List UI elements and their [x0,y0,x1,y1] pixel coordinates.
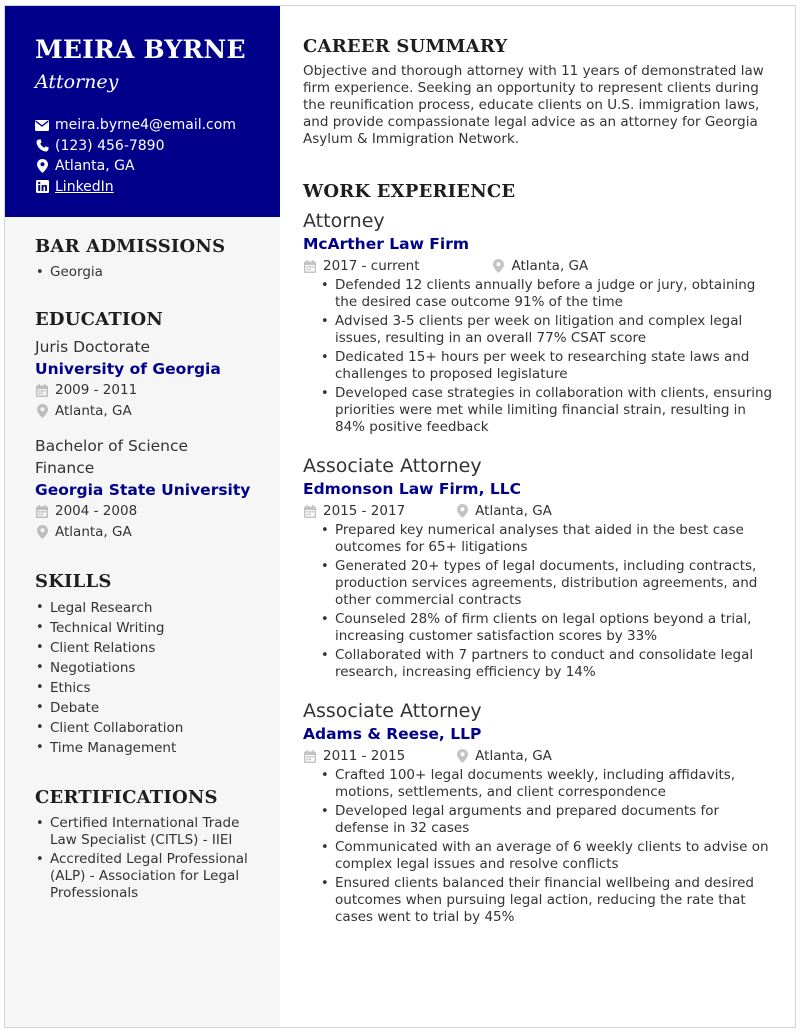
contact-linkedin[interactable] [35,177,280,198]
list-item: • Generated 20+ types of legal documents, including contracts, production services agreements, distribution agreements, and other commercial contracts [320,558,773,609]
phone-text: (123) 456-7890 [55,137,165,154]
company-name: Adams & Reese, LLP [303,725,482,743]
dates-text: 2015 - 2017 [323,503,406,519]
certifications-list [35,815,260,902]
list-item: • Advised 3-5 clients per week on litigation and complex legal issues, resulting in an overall 77% CSAT score [320,313,773,347]
list-item: • Technical Writing [35,618,280,638]
list-item: • Client Relations [35,638,280,658]
contact-location [35,156,280,177]
education-heading: EDUCATION [35,309,164,330]
dates-text: 2017 - current [323,258,420,274]
edu-dates [35,501,280,522]
dates-text: 2011 - 2015 [323,748,406,764]
contact-phone[interactable] [35,136,280,157]
list-item: • Ethics [35,678,280,698]
job-entry-1 [303,209,773,436]
list-item: • Time Management [35,738,280,758]
skills-list [35,598,280,758]
list-item: • Dedicated 15+ hours per week to researching state laws and challenges to proposed legislature [320,349,773,383]
job-bullets [320,277,773,436]
calendar-icon [35,504,49,518]
degree-text: Bachelor of Science [35,437,189,455]
career-summary-section [303,35,773,148]
map-pin-icon [492,259,506,273]
list-item: • Debate [35,698,280,718]
envelope-icon [35,118,49,132]
contact-list [35,115,280,197]
email-text: meira.byrne4@email.com [55,117,236,134]
map-pin-icon [35,159,49,173]
education-entry-2 [35,435,280,542]
job-bullets [320,767,773,926]
main-content [303,6,773,926]
company-name: McArther Law Firm [303,235,469,253]
resume-page [4,5,796,1028]
location-text: Atlanta, GA [55,158,135,175]
bar-admissions-list [35,264,280,281]
bar-admissions-heading: BAR ADMISSIONS [35,236,226,257]
contact-email[interactable] [35,115,280,136]
list-item: • Developed case strategies in collaboration with clients, ensuring priorities were met while limiting financial strain, resulting in 84% positive feedback [320,385,773,436]
school-name: Georgia State University [35,481,251,499]
list-item: • Accredited Legal Professional (ALP) - Association for Legal Professionals [35,851,260,902]
career-summary-text: Objective and thorough attorney with 11 years of demonstrated law firm experience. Seeking an opportunity to represent clients during the reunification process, educate clients on U.S. immigration laws, and provide compassionate legal advice as an attorney for Georgia Asylum & Immigration Network. [303,63,764,147]
edu-location [35,401,280,422]
job-meta [303,500,773,522]
edu-location [35,522,280,543]
job-title: Associate Attorney [303,455,482,477]
location-text: Atlanta, GA [55,402,132,419]
linkedin-link[interactable]: LinkedIn [55,178,114,195]
job-bullets [320,522,773,681]
header-block [5,6,280,217]
map-pin-icon [455,504,469,518]
job-entry-3 [303,699,773,926]
calendar-icon [303,259,317,273]
job-meta [303,745,773,767]
list-item: • Client Collaboration [35,718,280,738]
phone-icon [35,139,49,153]
candidate-title: Attorney [35,71,119,93]
location-text: Atlanta, GA [475,503,552,519]
location-text: Atlanta, GA [475,748,552,764]
work-experience-section [303,180,773,926]
degree-field: Finance [35,459,95,477]
job-meta [303,255,773,277]
list-item: • Communicated with an average of 6 weekly clients to advise on complex legal issues and resolve conflicts [320,839,773,873]
dates-text: 2009 - 2011 [55,382,138,399]
certifications-heading: CERTIFICATIONS [35,787,218,808]
job-title: Attorney [303,210,385,232]
list-item: • Negotiations [35,658,280,678]
edu-dates [35,380,280,401]
education-section [5,308,280,542]
list-item: • Certified International Trade Law Specialist (CITLS) - IIEI [35,815,260,849]
company-name: Edmonson Law Firm, LLC [303,480,521,498]
school-name: University of Georgia [35,360,221,378]
job-title: Associate Attorney [303,700,482,722]
calendar-icon [303,504,317,518]
candidate-name: MEIRA BYRNE [35,35,246,64]
degree-text: Juris Doctorate [35,338,151,356]
map-pin-icon [35,404,49,418]
calendar-icon [303,749,317,763]
skills-heading: SKILLS [35,571,112,592]
education-entry-1 [35,336,280,421]
location-text: Atlanta, GA [511,258,589,274]
list-item: • Prepared key numerical analyses that aided in the best case outcomes for 65+ litigations [320,522,773,556]
list-item: • Developed legal arguments and prepared documents for defense in 32 cases [320,803,773,837]
calendar-icon [35,383,49,397]
dates-text: 2004 - 2008 [55,503,138,520]
certifications-section [5,786,280,902]
list-item: • Georgia [35,264,280,281]
map-pin-icon [35,525,49,539]
bar-admissions-section [5,235,280,281]
list-item: • Ensured clients balanced their financial wellbeing and desired outcomes when pursuing legal action, reducing the rate that cases went to trial by 45% [320,875,773,926]
job-entry-2 [303,454,773,681]
skills-section [5,570,280,758]
list-item: • Counseled 28% of firm clients on legal options beyond a trial, increasing customer satisfaction scores by 33% [320,611,773,645]
linkedin-icon [35,180,49,194]
list-item: • Legal Research [35,598,280,618]
map-pin-icon [455,749,469,763]
location-text: Atlanta, GA [55,523,132,540]
sidebar [5,6,280,1027]
list-item: • Collaborated with 7 partners to conduct and consolidate legal research, increasing efficiency by 14% [320,647,773,681]
career-summary-heading: CAREER SUMMARY [303,36,508,57]
list-item: • Defended 12 clients annually before a judge or jury, obtaining the desired case outcome 91% of the time [320,277,773,311]
list-item: • Crafted 100+ legal documents weekly, including affidavits, motions, settlements, and client correspondence [320,767,773,801]
work-experience-heading: WORK EXPERIENCE [303,181,516,202]
